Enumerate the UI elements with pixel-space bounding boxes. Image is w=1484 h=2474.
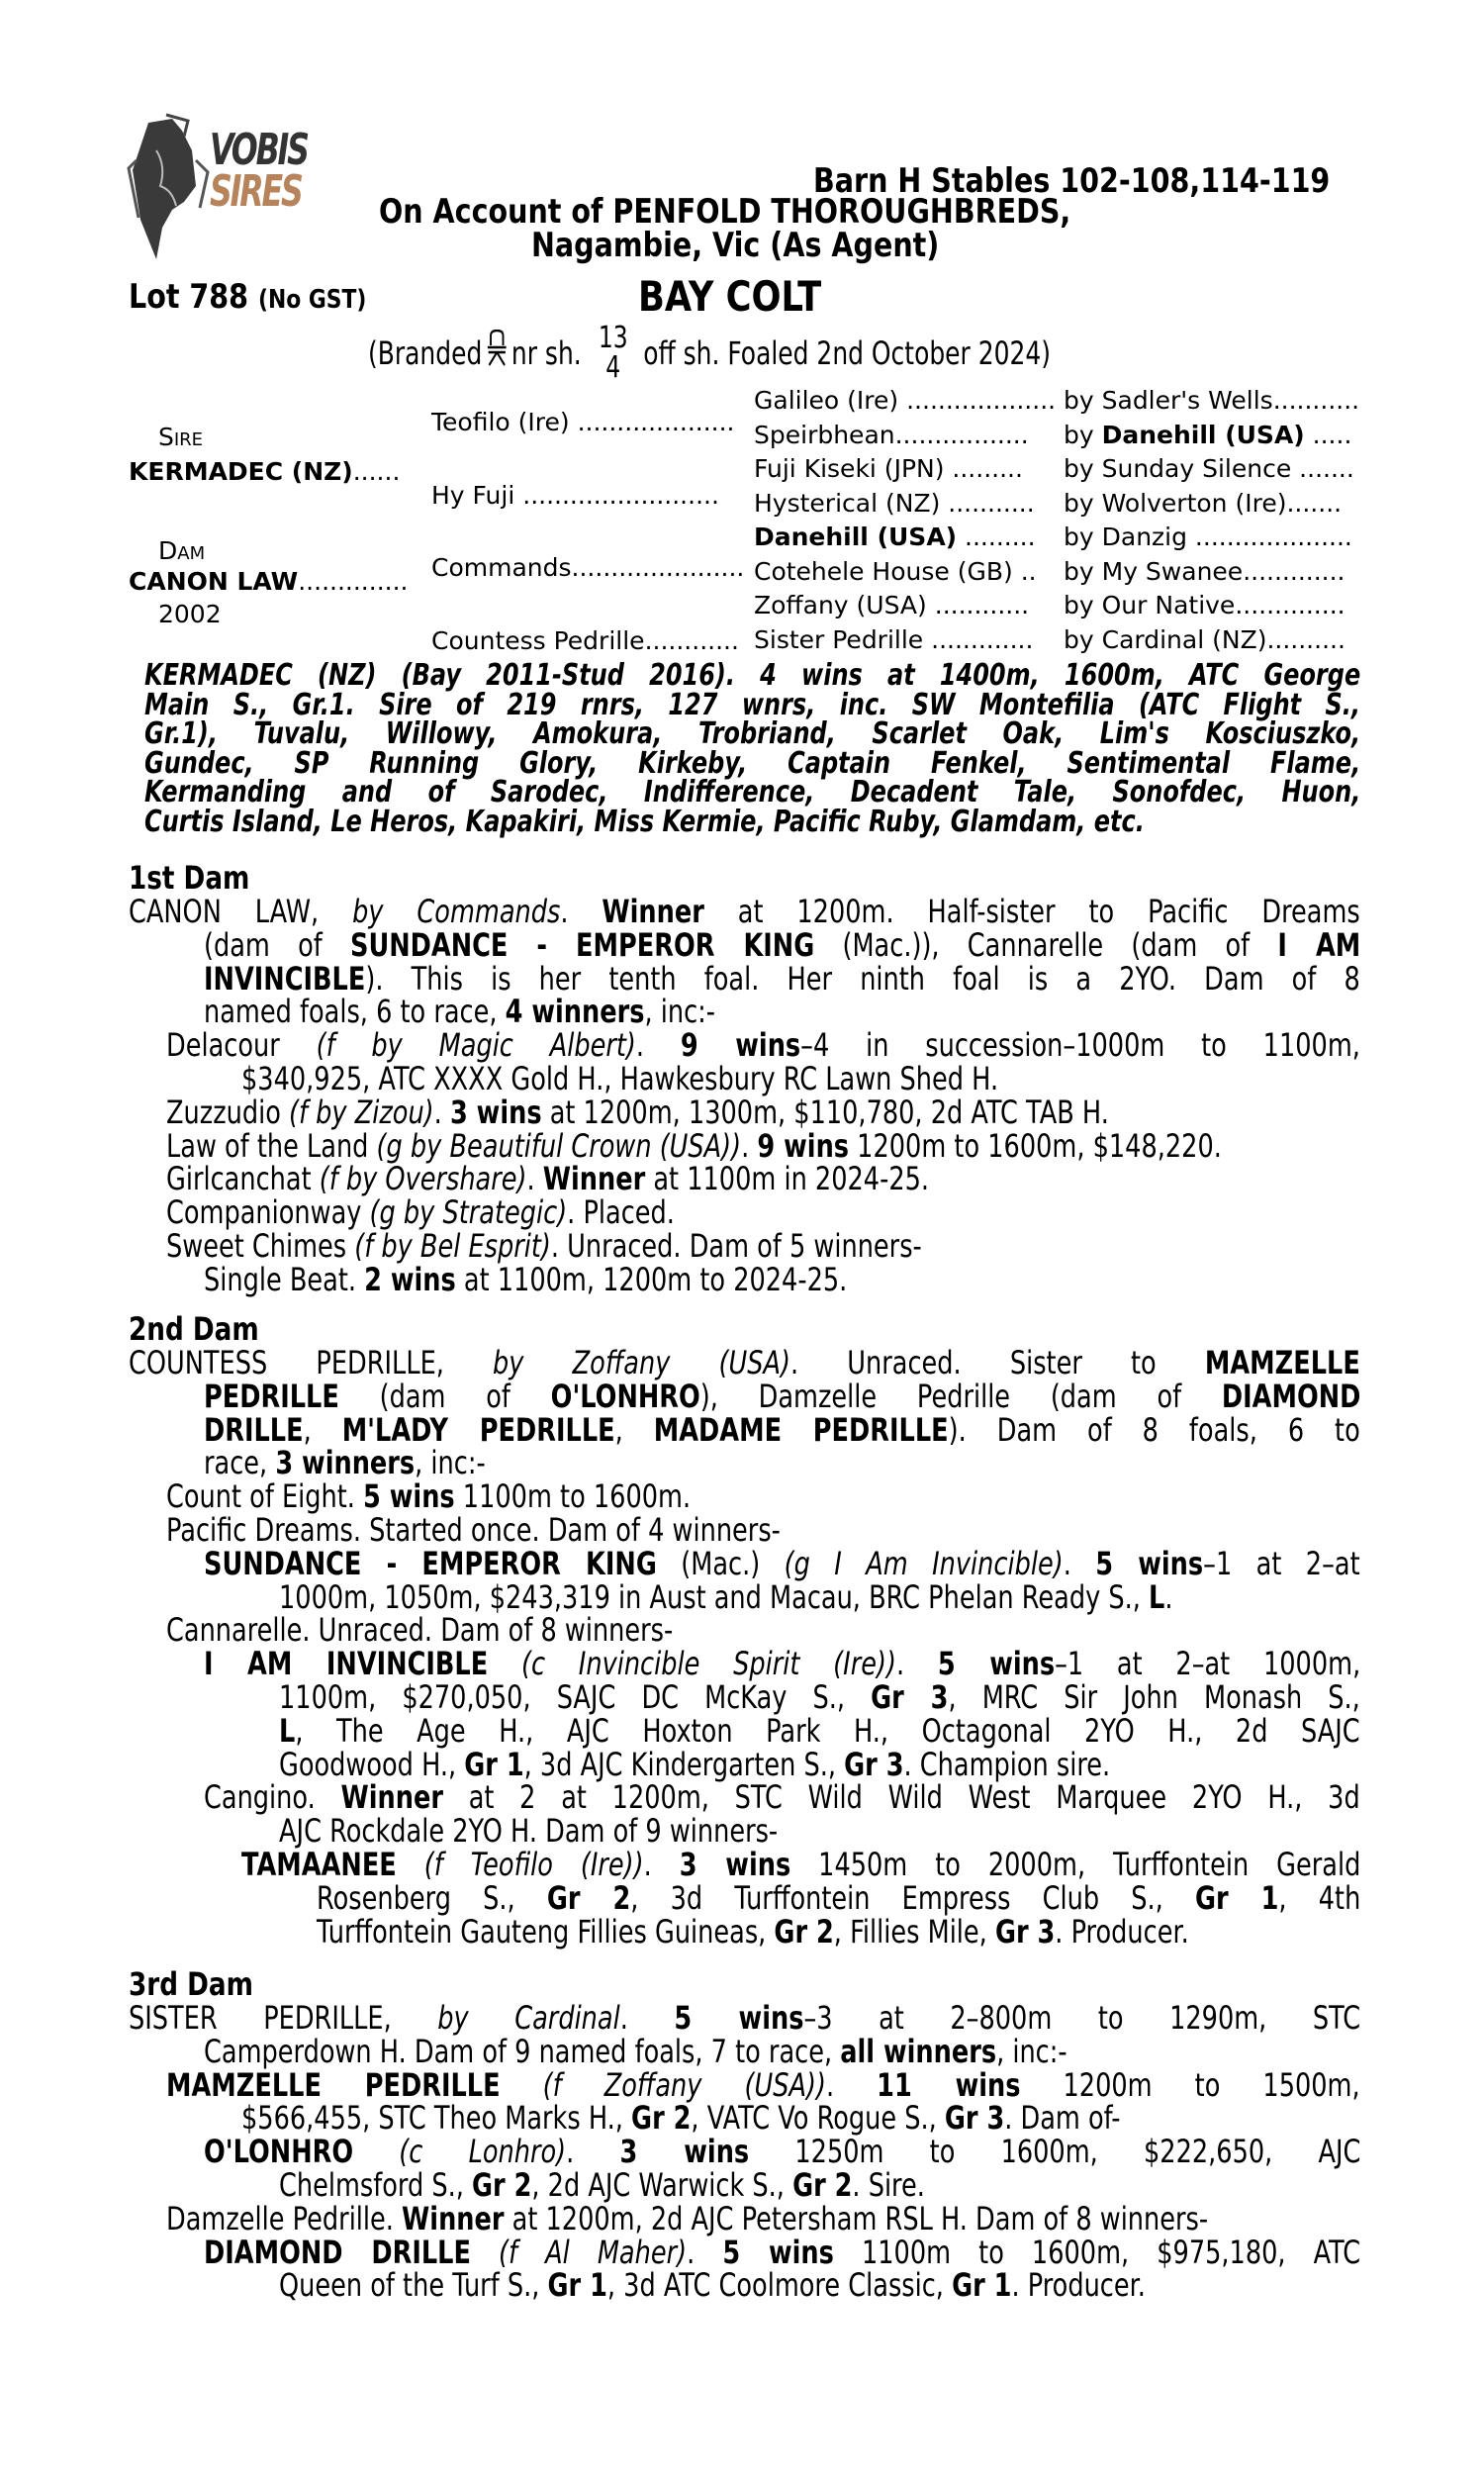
pedigree-text-line — [204, 2133, 1361, 2171]
text-run: –3 at 2–800m to 1290m, STC — [803, 1999, 1361, 2037]
text-run: Goodwood H., — [279, 1745, 465, 1783]
ancestor-name: Hy Fuji — [431, 481, 515, 510]
ancestor-name: Speirbhean — [754, 420, 895, 449]
pedigree-text-line — [204, 1778, 1360, 1817]
pedigree-text-line — [317, 1912, 1189, 1951]
leader-dots: ......... — [944, 454, 1023, 483]
pedigree-text-line — [279, 1812, 779, 1851]
pedigree-text-line — [279, 2168, 925, 2202]
text-run: Pacific Dreams. Started once. Dam of 4 winners- — [166, 1511, 781, 1549]
text-run: at 1100m, 1200m to 2024-25. — [455, 1260, 848, 1298]
text-run: Companionway — [166, 1193, 370, 1232]
section-heading: 1st Dam — [129, 859, 250, 897]
text-run: , 3d ATC Coolmore Classic, — [606, 2266, 953, 2305]
text-run: , — [614, 1410, 654, 1449]
brand-number-top: 13 — [598, 321, 628, 355]
text-run: . Unraced. Dam of 5 winners- — [550, 1227, 922, 1265]
bold-text: Curtis Island, Le Heros, Kapakiri, Miss Kermie, Pacific Ruby, Glamdam, etc. — [144, 804, 1145, 839]
text-run: Rosenberg S., — [317, 1878, 547, 1917]
section-heading: 2nd Dam — [129, 1310, 259, 1348]
text-run — [501, 2066, 543, 2104]
pedigree-gen4-sire — [1064, 591, 1345, 620]
pedigree-text-line — [129, 1346, 1360, 1380]
bold-text: MAMZELLE — [1204, 1344, 1360, 1381]
italic-text: (g by Beautiful Crown (USA)) — [376, 1126, 742, 1165]
sire-dots: ...... — [352, 457, 401, 486]
ancestor-name: Sister Pedrille — [754, 624, 924, 654]
ancestor-name: Commands — [431, 553, 572, 582]
text-run: Damzelle Pedrille. — [166, 2199, 403, 2237]
leader-dots: .................... — [1186, 523, 1352, 551]
pedigree-text-line — [166, 1513, 781, 1547]
pedigree-text-line — [129, 2001, 1360, 2035]
dam-label: Dam — [158, 536, 206, 565]
bold-text: Gr 3 — [844, 1745, 904, 1783]
by-label: by — [1064, 420, 1094, 449]
bold-text: DIAMOND DRILLE — [204, 2233, 471, 2271]
bold-text: Gr 2 — [774, 1912, 834, 1951]
text-run: $566,455, STC Theo Marks H., — [241, 2099, 632, 2138]
pedigree-text-line — [279, 1745, 1111, 1783]
bold-text: 5 wins — [363, 1477, 455, 1516]
pedigree-text-line — [204, 1544, 1360, 1582]
pedigree-text-line — [204, 1444, 486, 1482]
brand-suffix: off sh. Foaled 2nd October 2024) — [643, 334, 1051, 372]
text-run: . Sire. — [852, 2166, 925, 2204]
pedigree-gen3-entry — [754, 421, 1029, 450]
bold-text: DRILLE — [204, 1410, 304, 1449]
bold-text: Kermanding and of Sarodec, Indifference, Decadent Tale, Sonofdec, Huon, — [144, 775, 1361, 809]
italic-text: (f Zoffany (USA)) — [542, 2065, 826, 2104]
leader-dots: ....... — [1291, 454, 1354, 483]
text-run: 1450m to 2000m, Turffontein Gerald — [790, 1846, 1361, 1883]
pedigree-gen2-entry — [431, 553, 744, 583]
leader-dots: ............ — [644, 626, 739, 655]
text-run: race, — [204, 1444, 276, 1482]
bold-text: I AM — [1277, 925, 1361, 964]
ancestor-name: Zoffany (USA) — [754, 591, 927, 619]
vendor-line: On Account of PENFOLD THOROUGHBREDS, — [379, 192, 1071, 232]
text-run: . Producer. — [1055, 1912, 1189, 1951]
text-run: Single Beat. — [204, 1260, 365, 1298]
pedigree-text-line — [166, 1026, 1360, 1065]
pedigree-text-line — [241, 1062, 998, 1095]
pedigree-text-line — [241, 2099, 1121, 2138]
bold-text: 3 wins — [449, 1093, 542, 1131]
text-run: . — [619, 1999, 675, 2037]
text-run: (Mac.) — [656, 1544, 785, 1582]
text-run — [353, 2133, 399, 2170]
bold-text: Gr 2 — [546, 1878, 631, 1917]
lot-label: Lot 788 — [129, 277, 249, 317]
text-run: (Mac.)), Cannarelle (dam of — [814, 925, 1278, 964]
bold-text: 3 wins — [679, 1846, 791, 1883]
leader-dots: ..... — [1304, 420, 1352, 449]
italic-text: (f by Bel Esprit) — [354, 1227, 551, 1265]
text-run: , The Age H., AJC Hoxton Park H., Octagonal 2YO H., 2d SAJC — [295, 1711, 1360, 1750]
italic-text: (f by Magic Albert) — [316, 1026, 636, 1065]
pedigree-gen4-sire — [1064, 557, 1345, 587]
bold-text: Gr 3 — [944, 2099, 1005, 2138]
bold-text: MADAME PEDRILLE — [653, 1410, 949, 1449]
text-run: named foals, 6 to race, — [204, 993, 506, 1031]
leader-dots: ......................... — [514, 481, 719, 510]
bold-text: PEDRILLE — [204, 1377, 339, 1415]
italic-text: by Commands — [352, 893, 561, 930]
text-run: SISTER PEDRILLE, — [129, 1999, 438, 2037]
text-run: . — [566, 2133, 620, 2171]
text-run: Girlcanchat — [166, 1160, 320, 1198]
pedigree-gen4-sire — [1064, 454, 1354, 484]
bold-text: KERMADEC (NZ) (Bay 2011-Stud 2016). 4 wins at 1400m, 1600m, ATC George — [144, 658, 1361, 693]
bold-text: Gr.1), Tuvalu, Willowy, Amokura, Trobriand, Scarlet Oak, Lim's Kosciuszko, — [144, 716, 1361, 751]
text-run: , inc:- — [644, 993, 716, 1031]
bold-text: Winner — [340, 1778, 443, 1817]
pedigree-text-line — [166, 1160, 930, 1198]
pedigree-table — [0, 0, 1484, 693]
bold-text: Gr 1 — [1195, 1878, 1279, 1917]
text-run: . Champion sire. — [903, 1745, 1111, 1783]
text-run — [471, 2234, 499, 2271]
pedigree-gen3-entry — [754, 454, 1023, 484]
text-run: Delacour — [166, 1026, 317, 1065]
pedigree-text-line — [279, 1680, 1360, 1714]
logo-text-vobis: VOBIS — [210, 125, 308, 175]
text-run: . Placed. — [567, 1193, 675, 1232]
italic-text: (f Teofilo (Ire)) — [423, 1846, 644, 1883]
text-run: –1 at 2–at — [1203, 1544, 1360, 1582]
text-run: at 2 at 1200m, STC Wild Wild West Marquee 2YO H., 3d — [442, 1778, 1360, 1817]
pedigree-gen4-sire — [1064, 523, 1352, 552]
text-run: CANON LAW, — [129, 893, 353, 930]
pedigree-gen3-entry — [754, 591, 1029, 620]
bold-text: 2 wins — [364, 1260, 456, 1298]
text-run: , 3d AJC Kindergarten S., — [523, 1745, 845, 1783]
leader-dots: ...................... — [571, 553, 745, 582]
bold-text: Winner — [542, 1160, 646, 1198]
leader-dots: .............. — [1235, 591, 1345, 619]
pedigree-text-line — [204, 925, 1361, 964]
pedigree-gen4-sire — [1064, 625, 1345, 655]
text-run: 1200m to 1500m, — [1020, 2065, 1360, 2104]
text-run: . Unraced. Sister to — [789, 1344, 1205, 1381]
italic-text: (f by Overshare) — [319, 1160, 527, 1198]
leader-dots: ....... — [1286, 488, 1343, 518]
pedigree-gen4-sire — [1064, 489, 1342, 519]
bold-text: 9 wins — [680, 1026, 801, 1065]
leader-dots: ............. — [923, 624, 1034, 654]
text-run: . — [1164, 1577, 1173, 1616]
bold-text: Gr 1 — [547, 2266, 607, 2305]
ancestor-name: Galileo (Ire) — [754, 386, 899, 415]
text-run: . — [741, 1126, 758, 1165]
bold-text: Main S., Gr.1. Sire of 219 rnrs, 127 wnrs, inc. SW Montefilia (ATC Flight S., — [144, 687, 1361, 722]
pedigree-gen3-entry — [754, 386, 1056, 416]
pedigree-text-line — [166, 1229, 922, 1263]
text-run: Queen of the Turf S., — [279, 2266, 548, 2305]
text-run: Camperdown H. Dam of 9 named foals, 7 to race, — [204, 2032, 841, 2070]
text-run: . Producer. — [1011, 2266, 1146, 2305]
pedigree-text-line — [204, 959, 1360, 998]
bold-text: O'LONHRO — [204, 2133, 354, 2171]
bold-text: SUNDANCE - EMPEROR KING — [350, 925, 815, 964]
text-run: COUNTESS PEDRILLE, — [129, 1344, 494, 1381]
text-run: . — [687, 2233, 723, 2271]
text-run: . — [643, 1846, 680, 1883]
pedigree-text-line — [279, 1711, 1360, 1750]
ancestor-sire-name: Wolverton (Ire) — [1101, 488, 1287, 518]
text-run: 1250m to 1600m, $222,650, AJC — [749, 2133, 1361, 2171]
text-run: Law of the Land — [166, 1126, 377, 1165]
leader-dots: ........... — [940, 488, 1035, 518]
ancestor-name: Fuji Kiseki (JPN) — [754, 454, 945, 483]
bold-text: DIAMOND — [1221, 1377, 1361, 1415]
by-label: by — [1064, 488, 1094, 518]
text-run: AJC Rockdale 2YO H. Dam of 9 winners- — [279, 1812, 779, 1851]
bold-text: O'LONHRO — [550, 1377, 700, 1415]
ancestor-name: Cotehele House (GB) — [754, 556, 1013, 586]
brand-near-side: nr sh. — [510, 334, 582, 372]
leader-dots: ............ — [926, 591, 1030, 619]
sire-name — [129, 457, 400, 487]
bold-text: 4 winners — [505, 993, 645, 1031]
dam-year: 2002 — [158, 600, 222, 628]
ancestor-name: Danehill (USA) — [754, 523, 958, 551]
bold-text: 5 wins — [674, 1999, 804, 2037]
pedigree-gen2-entry — [431, 408, 735, 437]
bold-text: 9 wins — [757, 1126, 850, 1165]
leader-dots: ................... — [898, 386, 1057, 415]
text-run: at 1200m, 1300m, $110,780, 2d ATC TAB H. — [541, 1093, 1109, 1131]
text-run: . — [526, 1160, 543, 1198]
italic-text: (f by Zizou) — [289, 1093, 434, 1131]
pedigree-text-line — [204, 1260, 848, 1298]
pedigree-text-line — [166, 1193, 675, 1232]
bold-text: L — [1149, 1577, 1165, 1616]
italic-text: by Zoffany (USA) — [493, 1344, 790, 1381]
by-label: by — [1064, 454, 1094, 483]
by-label: by — [1064, 386, 1094, 415]
ancestor-sire-name: Sadler's Wells — [1101, 386, 1273, 415]
ancestor-sire-name: Our Native — [1101, 591, 1236, 619]
bold-text: 5 wins — [1095, 1544, 1204, 1582]
text-run: Cannarelle. Unraced. Dam of 8 winners- — [166, 1611, 674, 1650]
leader-dots: ................. — [894, 420, 1029, 449]
ancestor-sire-name: My Swanee — [1101, 556, 1244, 586]
ancestor-name: Hysterical (NZ) — [754, 488, 941, 518]
by-label: by — [1064, 523, 1094, 551]
pedigree-text-line — [166, 2199, 1209, 2237]
text-run: , 2d AJC Warwick S., — [531, 2166, 793, 2204]
pedigree-text-line — [204, 1377, 1361, 1415]
sire-summary-line — [144, 806, 1145, 839]
bold-text: 3 wins — [619, 2133, 750, 2171]
text-run: –4 in succession–1000m to 1100m, — [800, 1026, 1360, 1065]
horse-title: BAY COLT — [638, 272, 822, 321]
pedigree-text-line — [204, 1410, 1360, 1449]
sire-label: Sire — [158, 423, 204, 451]
bold-text: Gr 1 — [464, 1745, 524, 1783]
text-run: 1100m to 1600m, $975,180, ATC — [833, 2233, 1361, 2271]
pedigree-text-line — [241, 1848, 1360, 1881]
text-run: , MRC Sir John Monash S., — [948, 1678, 1360, 1716]
text-run: ). Dam of 8 foals, 6 to — [948, 1410, 1360, 1449]
brand-number-bottom: 4 — [605, 350, 621, 385]
pedigree-text-line — [166, 2065, 1360, 2104]
italic-text: (c Invincible Spirit (Ire)) — [520, 1645, 896, 1683]
italic-text: by Cardinal — [437, 1999, 620, 2037]
sire-name-text: KERMADEC (NZ) — [129, 457, 353, 486]
bold-text: all winners — [840, 2032, 997, 2070]
bold-text: 5 wins — [937, 1645, 1056, 1683]
italic-text: (g I Am Invincible) — [784, 1544, 1064, 1582]
bold-text: INVINCIBLE — [204, 959, 366, 998]
bold-text: Gr 2 — [792, 2166, 853, 2204]
bold-text: TAMAANEE — [241, 1846, 397, 1883]
section-heading: 3rd Dam — [129, 1965, 253, 2003]
leader-dots: ......... — [957, 523, 1036, 551]
dam-name-text: CANON LAW — [129, 567, 299, 596]
bold-text: SUNDANCE - EMPEROR KING — [204, 1544, 657, 1582]
text-run: $340,925, ATC XXXX Gold H., Hawkesbury RC Lawn Shed H. — [241, 1060, 999, 1097]
bold-text: Gr 2 — [472, 2166, 532, 2204]
text-run: , 4th — [1278, 1878, 1361, 1917]
text-run: Sweet Chimes — [166, 1227, 355, 1265]
text-run: at 1200m. Half-sister to Pacific Dreams — [703, 893, 1360, 930]
text-run: Zuzzudio — [166, 1093, 290, 1131]
dam-dots: .............. — [298, 567, 409, 596]
pedigree-gen2-entry — [431, 481, 719, 511]
pedigree-text-line — [129, 895, 1360, 928]
pedigree-gen3-entry — [754, 557, 1037, 587]
bold-text: Winner — [602, 893, 704, 930]
pedigree-gen3-entry — [754, 489, 1035, 519]
pedigree-gen4-sire — [1064, 386, 1359, 416]
text-run: 1000m, 1050m, $243,319 in Aust and Macau, BRC Phelan Ready S., — [279, 1577, 1150, 1616]
gst-note: (No GST) — [257, 285, 367, 315]
by-label: by — [1064, 624, 1094, 654]
text-run: at 1200m, 2d AJC Petersham RSL H. Dam of 8 winners- — [504, 2199, 1209, 2237]
text-run: Chelmsford S., — [279, 2166, 473, 2204]
text-run: ), Damzelle Pedrille (dam of — [699, 1377, 1222, 1415]
text-run: at 1100m in 2024-25. — [645, 1160, 930, 1198]
logo-text-sires: SIRES — [210, 166, 302, 217]
pedigree-text-line — [166, 1477, 692, 1516]
pedigree-gen4-sire — [1064, 421, 1351, 450]
pedigree-gen3-entry — [754, 625, 1033, 655]
text-run: . — [825, 2065, 878, 2104]
text-run: , — [303, 1410, 342, 1449]
text-run: . Dam of- — [1004, 2099, 1121, 2138]
text-run: Turffontein Gauteng Fillies Guineas, — [317, 1912, 775, 1951]
bold-text: L — [279, 1711, 296, 1750]
vendor-location: Nagambie, Vic (As Agent) — [531, 226, 940, 265]
pedigree-text-line — [204, 2032, 1067, 2070]
text-run: . — [635, 1026, 681, 1065]
italic-text: (f Al Maher) — [499, 2233, 688, 2271]
pedigree-gen3-entry — [754, 523, 1036, 552]
text-run: , VATC Vo Rogue S., — [691, 2099, 945, 2138]
pedigree-text-line — [166, 1095, 1109, 1129]
italic-text: (g by Strategic) — [369, 1193, 568, 1232]
bold-text: 11 wins — [877, 2065, 1021, 2104]
text-run: , inc:- — [996, 2032, 1067, 2070]
pedigree-text-line — [317, 1878, 1361, 1917]
pedigree-text-line — [279, 1577, 1173, 1616]
by-label: by — [1064, 556, 1094, 586]
bold-text: M'LADY PEDRILLE — [341, 1410, 615, 1449]
text-run: 1200m to 1600m, $148,220. — [849, 1126, 1222, 1165]
text-run: (dam of — [204, 925, 350, 964]
leader-dots: .. — [1012, 556, 1037, 586]
text-run: –1 at 2–at 1000m, — [1055, 1645, 1361, 1683]
bold-text: Gr 3 — [994, 1912, 1056, 1951]
text-run: 1100m, $270,050, SAJC DC McKay S., — [279, 1678, 872, 1716]
text-run: Count of Eight. — [166, 1477, 364, 1516]
text-run: Cangino. — [204, 1778, 341, 1817]
text-run: , Fillies Mile, — [833, 1912, 995, 1951]
bold-text: Winner — [402, 2199, 505, 2237]
barn-stables: Barn H Stables 102-108,114-119 — [813, 161, 1331, 201]
text-run: , inc:- — [415, 1444, 486, 1482]
by-label: by — [1064, 591, 1094, 619]
leader-dots: .................... — [569, 408, 735, 436]
pedigree-text-line — [279, 2266, 1146, 2305]
leader-dots: ............. — [1243, 556, 1345, 586]
bold-text: Gr 1 — [952, 2266, 1012, 2305]
bold-text: Gr 2 — [631, 2099, 692, 2138]
text-run: . — [560, 893, 603, 930]
pedigree-text-line — [204, 2233, 1361, 2271]
italic-text: (c Lonhro) — [399, 2133, 567, 2171]
bold-text: 3 winners — [275, 1444, 416, 1482]
bold-text: Gr 3 — [871, 1678, 949, 1716]
pedigree-text-line — [204, 1645, 1361, 1683]
text-run — [488, 1645, 521, 1682]
text-run: 1100m to 1600m. — [454, 1477, 692, 1516]
pedigree-text-line — [166, 1126, 1222, 1165]
leader-dots: ........... — [1272, 386, 1360, 415]
ancestor-name: Teofilo (Ire) — [431, 408, 570, 436]
pedigree-text-line — [166, 1611, 674, 1650]
text-run: , 3d Turffontein Empress Club S., — [630, 1878, 1195, 1917]
text-run: . — [433, 1093, 450, 1131]
pedigree-gen2-entry — [431, 626, 739, 656]
text-run: ). This is her tenth foal. Her ninth foal is a 2YO. Dam of 8 — [365, 959, 1360, 998]
text-run: . — [1063, 1544, 1096, 1582]
ancestor-sire-name: Cardinal (NZ) — [1101, 624, 1267, 654]
text-run — [397, 1846, 424, 1883]
ancestor-name: Countess Pedrille — [431, 626, 645, 655]
text-run: (dam of — [338, 1377, 551, 1415]
ancestor-sire-name: Danzig — [1101, 523, 1187, 551]
ancestor-sire-name: Danehill (USA) — [1101, 420, 1305, 449]
dam-name — [129, 567, 409, 597]
bold-text: I AM INVINCIBLE — [204, 1645, 489, 1683]
brand-prefix: (Branded — [368, 334, 483, 372]
bold-text: MAMZELLE PEDRILLE — [166, 2065, 501, 2104]
ancestor-sire-name: Sunday Silence — [1101, 454, 1292, 483]
text-run: . — [895, 1645, 938, 1683]
pedigree-text-line — [204, 993, 716, 1031]
bold-text: Gundec, SP Running Glory, Kirkeby, Captain Fenkel, Sentimental Flame, — [144, 745, 1361, 781]
bold-text: 5 wins — [722, 2233, 834, 2271]
leader-dots: .......... — [1266, 624, 1345, 654]
